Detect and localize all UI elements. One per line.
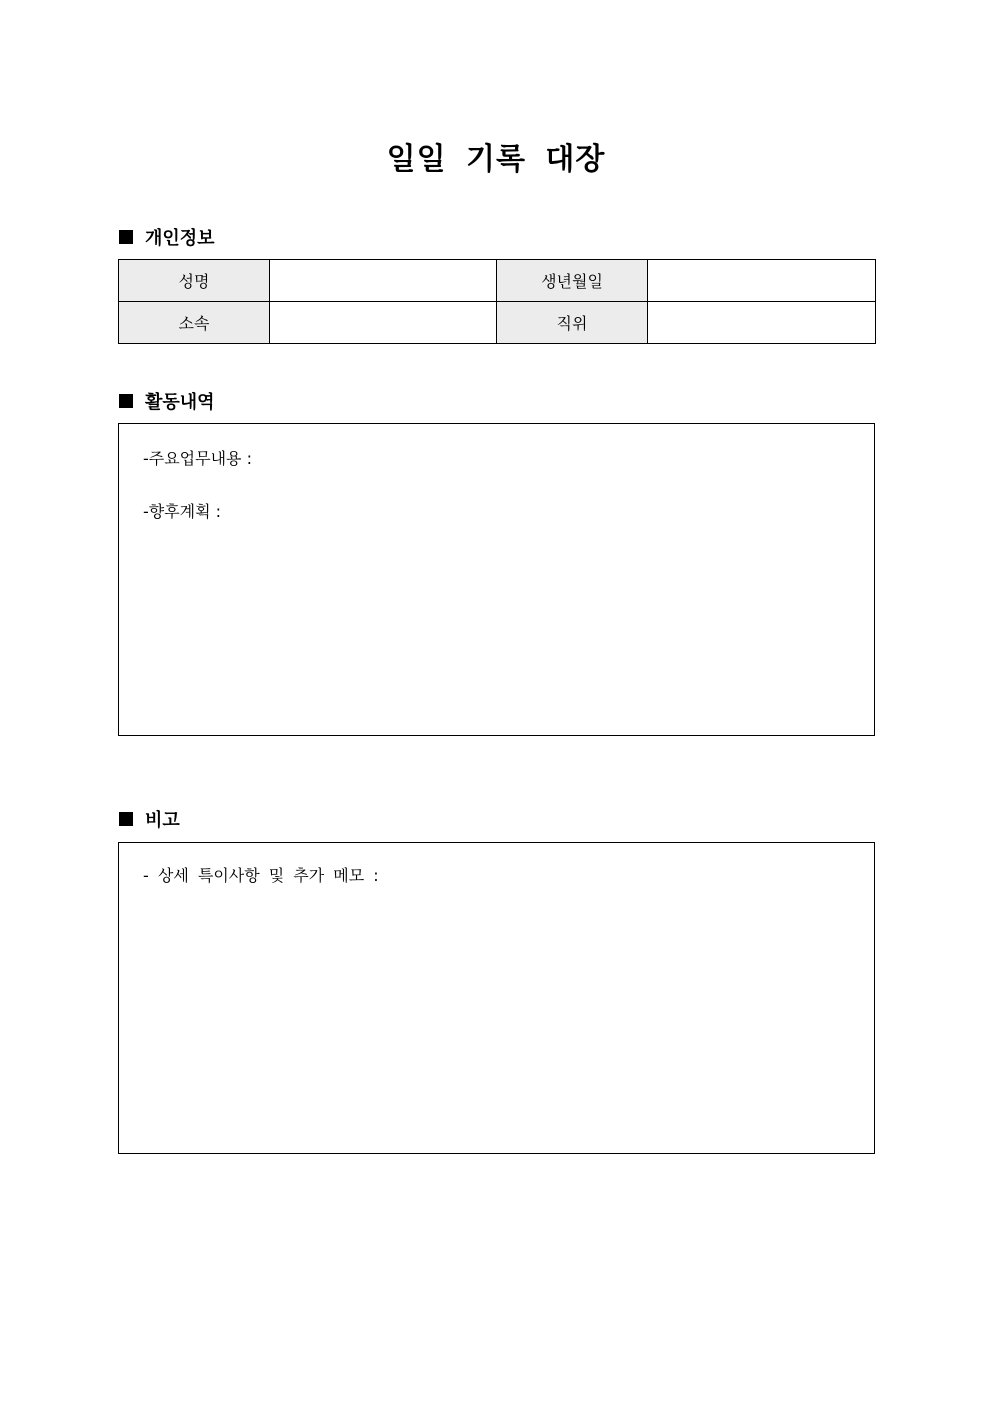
main-tasks-line: -주요업무내용 : <box>143 449 252 468</box>
position-field[interactable] <box>648 302 876 344</box>
page-title: 일일 기록 대장 <box>386 142 606 177</box>
remarks-memo-line: - 상세 특이사항 및 추가 메모 : <box>143 866 379 885</box>
section-heading-label: 비고 <box>145 810 180 831</box>
section-heading-remarks <box>119 806 180 832</box>
activity-box[interactable] <box>118 423 875 736</box>
position-label: 직위 <box>497 302 648 344</box>
section-heading-activity <box>119 388 215 414</box>
birthdate-label: 생년월일 <box>497 260 648 302</box>
square-bullet-icon <box>119 230 133 244</box>
personal-info-table <box>118 259 876 344</box>
table-row <box>119 302 876 344</box>
future-plan-line: -향후계획 : <box>143 502 222 521</box>
section-heading-personal <box>119 224 215 250</box>
birthdate-field[interactable] <box>648 260 876 302</box>
square-bullet-icon <box>119 394 133 408</box>
affiliation-field[interactable] <box>270 302 497 344</box>
section-heading-label: 개인정보 <box>145 228 215 249</box>
table-row <box>119 260 876 302</box>
square-bullet-icon <box>119 812 133 826</box>
name-field[interactable] <box>270 260 497 302</box>
name-label: 성명 <box>119 260 270 302</box>
affiliation-label: 소속 <box>119 302 270 344</box>
remarks-box[interactable] <box>118 842 875 1154</box>
section-heading-label: 활동내역 <box>145 392 215 413</box>
